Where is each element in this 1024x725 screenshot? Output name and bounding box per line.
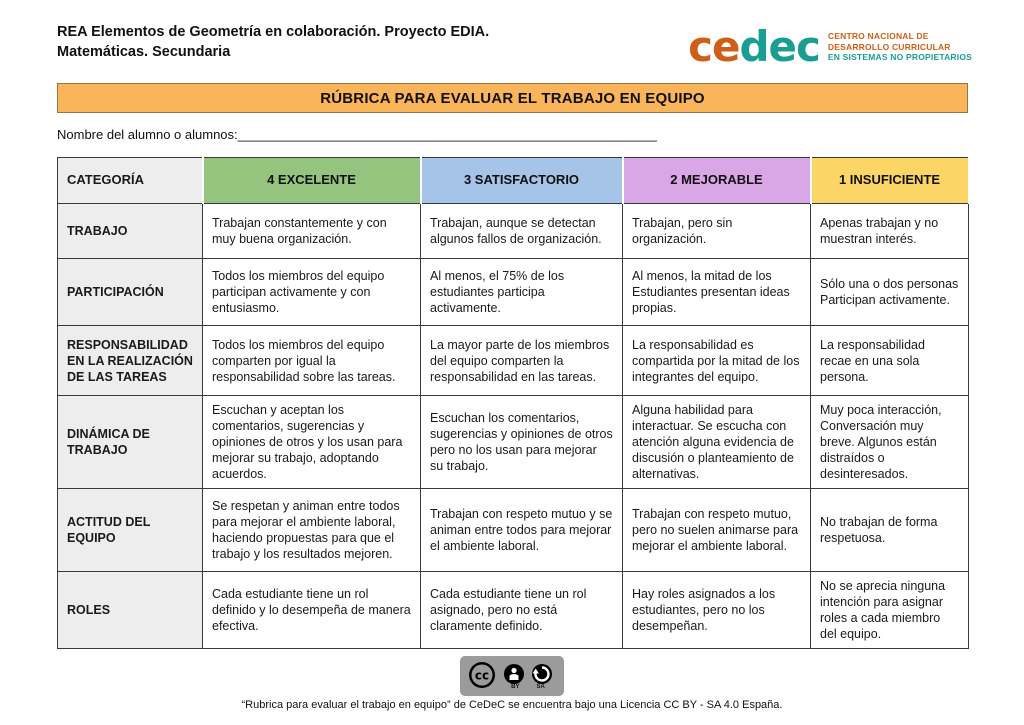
cell-responsabilidad-3: La mayor parte de los miembros del equipo comparten la responsabilidad en las tareas. (421, 326, 623, 396)
cc-license-badge (460, 656, 564, 696)
cell-dinamica-4: Escuchan y aceptan los comentarios, sugerencias y opiniones de otros y los usan para mejorar su trabajo, adoptando acuerdos. (203, 396, 421, 489)
cell-participacion-3: Al menos, el 75% de los estudiantes participa activamente. (421, 259, 623, 326)
rubric-header-row (58, 158, 969, 204)
cell-dinamica-3: Escuchan los comentarios, sugerencias y opiniones de otros pero no los usan para mejorar su trabajo. (421, 396, 623, 489)
table-row-participacion (58, 259, 969, 326)
column-header-categoria: CATEGORÍA (58, 158, 203, 204)
row-label-actitud: ACTITUD DEL EQUIPO (58, 489, 203, 572)
cc-sa-label: SA (536, 684, 545, 690)
cell-roles-3: Cada estudiante tiene un rol asignado, pero no está claramente definido. (421, 572, 623, 649)
table-row-dinamica (58, 396, 969, 489)
cell-dinamica-1: Muy poca interacción, Conversación muy breve. Algunos están distraídos o desinteresados. (811, 396, 969, 489)
cell-trabajo-1: Apenas trabajan y no muestran interés. (811, 204, 969, 259)
table-row-actitud (58, 489, 969, 572)
cell-participacion-4: Todos los miembros del equipo participan activamente y con entusiasmo. (203, 259, 421, 326)
cc-by-label: BY (511, 684, 520, 690)
row-label-roles: ROLES (58, 572, 203, 649)
cedec-logo-wordmark (688, 22, 820, 71)
cell-participacion-1: Sólo una o dos personas Participan activamente. (811, 259, 969, 326)
cell-actitud-4: Se respetan y animan entre todos para mejorar el ambiente laboral, haciendo propuestas para que el trabajo y los resultados mejoren. (203, 489, 421, 572)
tagline-line-2: DESARROLLO CURRICULAR (827, 41, 951, 52)
logo-word-teal: dec (739, 22, 820, 71)
cc-badge-labels (511, 684, 545, 690)
tagline-line-1: CENTRO NACIONAL DE (827, 31, 929, 42)
cell-trabajo-4: Trabajan constantemente y con muy buena organización. (203, 204, 421, 259)
page-title: RÚBRICA PARA EVALUAR EL TRABAJO EN EQUIPO (320, 89, 705, 107)
cell-actitud-3: Trabajan con respeto mutuo y se animan entre todos para mejorar el ambiente laboral. (421, 489, 623, 572)
column-header-satisfactorio: 3 SATISFACTORIO (421, 158, 623, 204)
cell-dinamica-2: Alguna habilidad para interactuar. Se escucha con atención alguna evidencia de discusión o planteamiento de alternativas. (623, 396, 811, 489)
row-label-responsabilidad: RESPONSABILIDAD EN LA REALIZACIÓN DE LAS TAREAS (58, 326, 203, 396)
student-name-blank-line: __________________________________________________________ (237, 127, 657, 142)
cell-actitud-1: No trabajan de forma respetuosa. (811, 489, 969, 572)
cell-trabajo-3: Trabajan, aunque se detectan algunos fallos de organización. (421, 204, 623, 259)
tagline-line-3: EN SISTEMAS NO PROPIETARIOS (827, 52, 972, 63)
project-title-line: REA Elementos de Geometría en colaboración. Proyecto EDIA. (57, 24, 490, 40)
table-row-responsabilidad (58, 326, 969, 396)
table-row-trabajo (58, 204, 969, 259)
row-label-dinamica: DINÁMICA DE TRABAJO (58, 396, 203, 489)
cell-participacion-2: Al menos, la mitad de los Estudiantes presentan ideas propias. (623, 259, 811, 326)
cell-trabajo-2: Trabajan, pero sin organización. (623, 204, 811, 259)
cell-actitud-2: Trabajan con respeto mutuo, pero no suelen animarse para mejorar el ambiente laboral. (623, 489, 811, 572)
document-header (57, 22, 489, 63)
row-label-trabajo: TRABAJO (58, 204, 203, 259)
rubric-table (57, 157, 970, 649)
column-header-excelente: 4 EXCELENTE (203, 158, 421, 204)
cell-roles-2: Hay roles asignados a los estudiantes, pero no los desempeñan. (623, 572, 811, 649)
cell-responsabilidad-2: La responsabilidad es compartida por la mitad de los integrantes del equipo. (623, 326, 811, 396)
cell-roles-1: No se aprecia ninguna intención para asignar roles a cada miembro del equipo. (811, 572, 969, 649)
cell-roles-4: Cada estudiante tiene un rol definido y lo desempeña de manera efectiva. (203, 572, 421, 649)
license-text: “Rubrica para evaluar el trabajo en equipo” de CeDeC se encuentra bajo una Licencia CC BY - SA 4.0 España. (241, 699, 783, 711)
row-label-participacion: PARTICIPACIÓN (58, 259, 203, 326)
table-row-roles (58, 572, 969, 649)
svg-text:cc: cc (474, 668, 490, 683)
student-name-row (57, 127, 657, 142)
column-header-mejorable: 2 MEJORABLE (623, 158, 811, 204)
student-name-label: Nombre del alumno o alumnos: (57, 127, 238, 142)
column-header-insuficiente: 1 INSUFICIENTE (811, 158, 969, 204)
cell-responsabilidad-1: La responsabilidad recae en una sola persona. (811, 326, 969, 396)
cell-responsabilidad-4: Todos los miembros del equipo comparten por igual la responsabilidad sobre las tareas. (203, 326, 421, 396)
subject-line: Matemáticas. Secundaria (57, 44, 231, 61)
cedec-logo (688, 22, 972, 71)
cedec-logo-tagline (828, 31, 972, 63)
document-title-bar (57, 83, 968, 113)
logo-word-orange: ce (688, 22, 740, 71)
